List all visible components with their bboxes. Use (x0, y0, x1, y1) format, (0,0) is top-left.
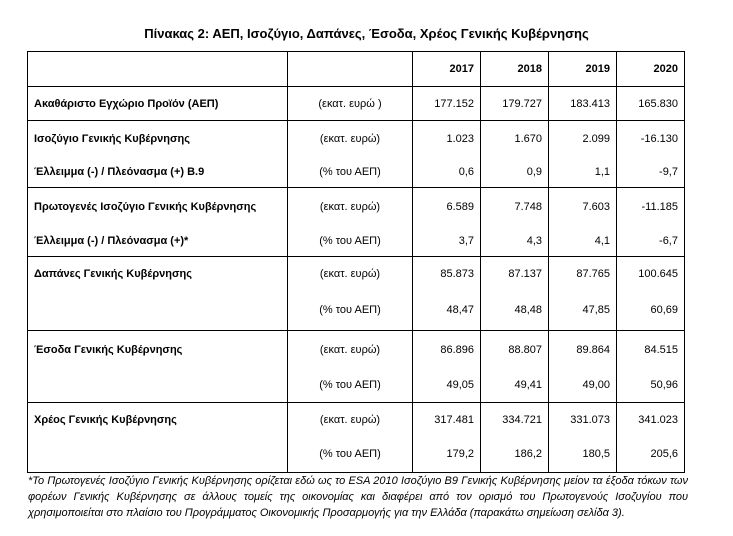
table-footnote: *Το Πρωτογενές Ισοζύγιο Γενικής Κυβέρνησης ορίζεται εδώ ως το ESA 2010 Ισοζύγιο Β9 Γενικής Κυβέρνησης μείον τα έξοδα τόκων των φορέων Γενικής Κυβέρνησης σε άλλους τομείς της οικονομίας και διαφέρει από τον ορισμό του Πρωτογενούς Ισοζυγίου που χρησιμοποιείται στο πλαίσιο του Προγράμματος Οικονομικής Προσαρμογής για την Ελλάδα (παρακάτω σημείωση σελίδα 3). (28, 475, 688, 519)
row-unit: (εκατ. ευρώ) (288, 188, 413, 226)
row-label: Έλλειμμα (-) / Πλεόνασμα (+)* (28, 226, 288, 257)
table-row-balance (28, 121, 685, 158)
cell-value: 89.864 (549, 331, 617, 369)
cell-value: 205,6 (617, 437, 685, 473)
cell-value: 6.589 (413, 188, 481, 226)
table-title: Πίνακας 2: ΑΕΠ, Ισοζύγιο, Δαπάνες, Έσοδα, Χρέος Γενικής Κυβέρνησης (144, 26, 589, 41)
table-row-primary-balance-pct (28, 226, 685, 257)
cell-value: 1.023 (413, 121, 481, 158)
table-row-expenditure (28, 257, 685, 291)
cell-value: 47,85 (549, 291, 617, 331)
table-row-debt (28, 403, 685, 437)
row-unit: (% του ΑΕΠ) (288, 369, 413, 403)
cell-value: 50,96 (617, 369, 685, 403)
header-label-cell (28, 52, 288, 87)
cell-value: 85.873 (413, 257, 481, 291)
year-header: 2019 (549, 52, 617, 87)
cell-value: 48,48 (481, 291, 549, 331)
row-label (28, 437, 288, 473)
cell-value: -16.130 (617, 121, 685, 158)
row-label: Πρωτογενές Ισοζύγιο Γενικής Κυβέρνησης (28, 188, 288, 226)
table-row-revenue (28, 331, 685, 369)
table-row-expenditure-pct (28, 291, 685, 331)
row-label (28, 369, 288, 403)
row-unit: (εκατ. ευρώ ) (288, 87, 413, 121)
cell-value: 0,9 (481, 158, 549, 188)
cell-value: 48,47 (413, 291, 481, 331)
row-unit: (εκατ. ευρώ) (288, 403, 413, 437)
cell-value: 179.727 (481, 87, 549, 121)
cell-value: 88.807 (481, 331, 549, 369)
header-unit-cell (288, 52, 413, 87)
cell-value: 183.413 (549, 87, 617, 121)
cell-value: 165.830 (617, 87, 685, 121)
cell-value: 4,3 (481, 226, 549, 257)
year-header: 2020 (617, 52, 685, 87)
cell-value: 334.721 (481, 403, 549, 437)
row-unit: (% του ΑΕΠ) (288, 158, 413, 188)
fiscal-table (27, 51, 685, 473)
cell-value: 100.645 (617, 257, 685, 291)
row-unit: (εκατ. ευρώ) (288, 331, 413, 369)
row-label (28, 291, 288, 331)
year-header: 2018 (481, 52, 549, 87)
row-label: Έλλειμμα (-) / Πλεόνασμα (+) Β.9 (28, 158, 288, 188)
cell-value: 180,5 (549, 437, 617, 473)
row-label: Έσοδα Γενικής Κυβέρνησης (28, 331, 288, 369)
row-unit: (εκατ. ευρώ) (288, 121, 413, 158)
cell-value: 186,2 (481, 437, 549, 473)
table-row-revenue-pct (28, 369, 685, 403)
cell-value: 7.603 (549, 188, 617, 226)
row-unit: (% του ΑΕΠ) (288, 437, 413, 473)
row-unit: (% του ΑΕΠ) (288, 226, 413, 257)
row-label: Δαπάνες Γενικής Κυβέρνησης (28, 257, 288, 291)
row-unit: (εκατ. ευρώ) (288, 257, 413, 291)
table-header-row (28, 52, 685, 87)
row-label: Χρέος Γενικής Κυβέρνησης (28, 403, 288, 437)
cell-value: 86.896 (413, 331, 481, 369)
cell-value: 177.152 (413, 87, 481, 121)
cell-value: 49,41 (481, 369, 549, 403)
cell-value: 331.073 (549, 403, 617, 437)
cell-value: 87.765 (549, 257, 617, 291)
row-unit: (% του ΑΕΠ) (288, 291, 413, 331)
cell-value: 0,6 (413, 158, 481, 188)
cell-value: 60,69 (617, 291, 685, 331)
table-row-debt-pct (28, 437, 685, 473)
cell-value: 87.137 (481, 257, 549, 291)
cell-value: -9,7 (617, 158, 685, 188)
table-row-primary-balance (28, 188, 685, 226)
cell-value: 49,00 (549, 369, 617, 403)
cell-value: 4,1 (549, 226, 617, 257)
cell-value: 179,2 (413, 437, 481, 473)
cell-value: 2.099 (549, 121, 617, 158)
row-label: Ισοζύγιο Γενικής Κυβέρνησης (28, 121, 288, 158)
cell-value: 317.481 (413, 403, 481, 437)
cell-value: 341.023 (617, 403, 685, 437)
year-header: 2017 (413, 52, 481, 87)
cell-value: 1.670 (481, 121, 549, 158)
cell-value: -6,7 (617, 226, 685, 257)
cell-value: -11.185 (617, 188, 685, 226)
cell-value: 49,05 (413, 369, 481, 403)
cell-value: 84.515 (617, 331, 685, 369)
cell-value: 7.748 (481, 188, 549, 226)
cell-value: 1,1 (549, 158, 617, 188)
table-row-gdp (28, 87, 685, 121)
table-row-balance-pct (28, 158, 685, 188)
row-label: Ακαθάριστο Εγχώριο Προϊόν (ΑΕΠ) (28, 87, 288, 121)
cell-value: 3,7 (413, 226, 481, 257)
